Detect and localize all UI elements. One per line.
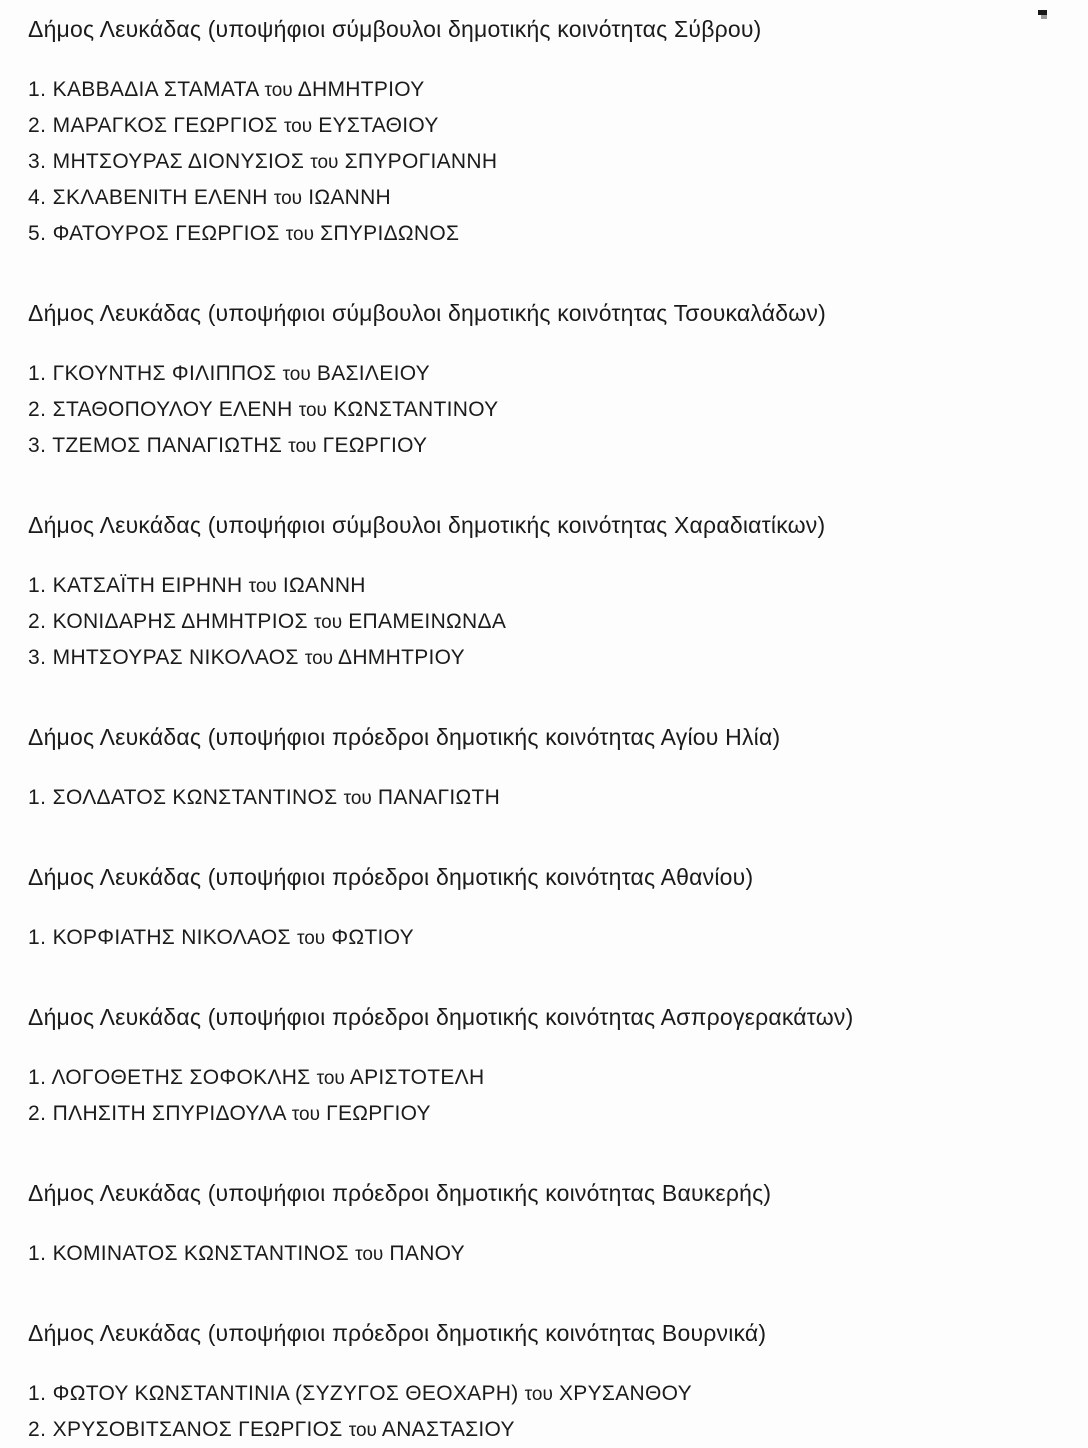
candidate-row xyxy=(28,356,1068,392)
candidate-father-name: ΠΑΝΟΥ xyxy=(389,1242,465,1265)
candidate-father-name: ΓΕΩΡΓΙΟΥ xyxy=(322,434,428,457)
candidate-number: 2. xyxy=(28,114,47,137)
candidate-name: ΚΟΡΦΙΑΤΗΣ ΝΙΚΟΛΑΟΣ xyxy=(52,926,291,949)
candidate-number: 4. xyxy=(28,186,47,209)
candidate-name: ΚΑΒΒΑΔΙΑ ΣΤΑΜΑΤΑ xyxy=(52,78,259,101)
candidate-number: 2. xyxy=(28,610,47,633)
candidate-connector: του xyxy=(524,1384,553,1405)
candidate-name: ΚΟΝΙΔΑΡΗΣ ΔΗΜΗΤΡΙΟΣ xyxy=(52,610,308,633)
section-header: Δήμος Λευκάδας (υποψήφιοι πρόεδροι δημοτικής κοινότητας Αγίου Ηλία) xyxy=(28,724,781,750)
candidate-name: ΣΟΛΔΑΤΟΣ ΚΩΝΣΤΑΝΤΙΝΟΣ xyxy=(52,786,338,809)
candidate-father-name: ΕΥΣΤΑΘΙΟΥ xyxy=(318,114,439,137)
candidate-number: 1. xyxy=(28,1382,47,1405)
candidate-connector: του xyxy=(288,436,317,457)
candidate-list xyxy=(28,1376,1068,1448)
candidate-name: ΧΡΥΣΟΒΙΤΣΑΝΟΣ ΓΕΩΡΓΙΟΣ xyxy=(52,1418,343,1441)
candidate-list xyxy=(28,780,1068,816)
candidate-row xyxy=(28,920,1068,956)
candidate-section xyxy=(28,510,1068,676)
candidate-list xyxy=(28,1236,1068,1272)
candidate-number: 1. xyxy=(28,1066,47,1089)
candidate-name: ΤΖΕΜΟΣ ΠΑΝΑΓΙΩΤΗΣ xyxy=(52,434,283,457)
candidate-row xyxy=(28,780,1068,816)
candidate-row xyxy=(28,1376,1068,1412)
candidate-row xyxy=(28,144,1068,180)
candidate-connector: του xyxy=(264,80,293,101)
candidate-father-name: ΔΗΜΗΤΡΙΟΥ xyxy=(338,646,465,669)
candidate-row xyxy=(28,72,1068,108)
candidate-number: 2. xyxy=(28,1418,47,1441)
candidate-row xyxy=(28,640,1068,676)
candidate-connector: του xyxy=(355,1244,384,1265)
candidate-father-name: ΚΩΝΣΤΑΝΤΙΝΟΥ xyxy=(333,398,499,421)
section-header: Δήμος Λευκάδας (υποψήφιοι πρόεδροι δημοτικής κοινότητας Ασπρογερακάτων) xyxy=(28,1004,854,1030)
candidate-name: ΣΚΛΑΒΕΝΙΤΗ ΕΛΕΝΗ xyxy=(52,186,268,209)
candidate-list xyxy=(28,920,1068,956)
candidate-row xyxy=(28,1096,1068,1132)
candidate-section xyxy=(28,1318,1068,1448)
candidate-number: 3. xyxy=(28,434,47,457)
candidate-number: 2. xyxy=(28,1102,47,1125)
candidate-connector: του xyxy=(291,1104,320,1125)
candidate-name: ΜΑΡΑΓΚΟΣ ΓΕΩΡΓΙΟΣ xyxy=(52,114,278,137)
candidate-connector: του xyxy=(296,928,326,949)
candidate-connector: του xyxy=(273,188,303,209)
candidate-name: ΦΑΤΟΥΡΟΣ ΓΕΩΡΓΙΟΣ xyxy=(52,222,280,245)
candidate-name: ΓΚΟΥΝΤΗΣ ΦΙΛΙΠΠΟΣ xyxy=(52,362,277,385)
candidate-row xyxy=(28,1412,1068,1448)
candidate-number: 1. xyxy=(28,78,47,101)
candidate-number: 3. xyxy=(28,646,47,669)
candidate-connector: του xyxy=(348,1420,377,1441)
candidate-row xyxy=(28,108,1068,144)
candidate-section xyxy=(28,14,1068,252)
candidate-connector: του xyxy=(248,576,277,597)
candidate-section xyxy=(28,722,1068,816)
candidate-connector: του xyxy=(282,364,311,385)
candidate-name: ΚΟΜΙΝΑΤΟΣ ΚΩΝΣΤΑΝΤΙΝΟΣ xyxy=(52,1242,349,1265)
section-header: Δήμος Λευκάδας (υποψήφιοι πρόεδροι δημοτικής κοινότητας Αθανίου) xyxy=(28,864,754,890)
candidate-section xyxy=(28,1178,1068,1272)
candidate-row xyxy=(28,216,1068,252)
candidate-connector: του xyxy=(285,224,314,245)
candidate-father-name: ΠΑΝΑΓΙΩΤΗ xyxy=(377,786,501,809)
candidate-number: 5. xyxy=(28,222,47,245)
candidate-number: 1. xyxy=(28,1242,47,1265)
scan-artifact xyxy=(1038,10,1047,15)
candidate-connector: του xyxy=(313,612,343,633)
candidate-name: ΜΗΤΣΟΥΡΑΣ ΝΙΚΟΛΑΟΣ xyxy=(52,646,299,669)
candidate-father-name: ΑΝΑΣΤΑΣΙΟΥ xyxy=(381,1418,515,1441)
section-header: Δήμος Λευκάδας (υποψήφιοι πρόεδροι δημοτικής κοινότητας Βαυκερής) xyxy=(28,1180,772,1206)
section-header: Δήμος Λευκάδας (υποψήφιοι σύμβουλοι δημοτικής κοινότητας Τσουκαλάδων) xyxy=(28,300,826,326)
candidate-father-name: ΑΡΙΣΤΟΤΕΛΗ xyxy=(349,1066,485,1089)
candidate-section xyxy=(28,862,1068,956)
candidate-father-name: ΧΡΥΣΑΝΘΟΥ xyxy=(559,1382,692,1405)
candidate-row xyxy=(28,568,1068,604)
candidate-connector: του xyxy=(316,1068,345,1089)
candidate-number: 1. xyxy=(28,574,47,597)
candidate-name: ΦΩΤΟΥ ΚΩΝΣΤΑΝΤΙΝΙΑ (ΣΥΖΥΓΟΣ ΘΕΟΧΑΡΗ) xyxy=(52,1382,519,1405)
candidate-row xyxy=(28,392,1068,428)
candidate-connector: του xyxy=(310,152,339,173)
candidate-number: 2. xyxy=(28,398,47,421)
candidate-name: ΠΛΗΣΙΤΗ ΣΠΥΡΙΔΟΥΛΑ xyxy=(52,1102,286,1125)
candidate-row xyxy=(28,428,1068,464)
candidate-name: ΚΑΤΣΑΪΤΗ ΕΙΡΗΝΗ xyxy=(52,574,243,597)
candidate-list xyxy=(28,72,1068,252)
candidate-father-name: ΣΠΥΡΙΔΩΝΟΣ xyxy=(320,222,460,245)
candidate-connector: του xyxy=(304,648,334,669)
candidate-father-name: ΙΩΑΝΝΗ xyxy=(282,574,366,597)
section-header: Δήμος Λευκάδας (υποψήφιοι πρόεδροι δημοτικής κοινότητας Βουρνικά) xyxy=(28,1320,767,1346)
candidate-number: 3. xyxy=(28,150,47,173)
candidate-row xyxy=(28,1060,1068,1096)
candidate-list xyxy=(28,356,1068,464)
candidate-connector: του xyxy=(283,116,313,137)
candidate-name: ΛΟΓΟΘΕΤΗΣ ΣΟΦΟΚΛΗΣ xyxy=(51,1066,311,1089)
candidate-father-name: ΓΕΩΡΓΙΟΥ xyxy=(326,1102,431,1125)
candidate-row xyxy=(28,1236,1068,1272)
candidate-list xyxy=(28,1060,1068,1132)
candidate-list xyxy=(28,568,1068,676)
candidate-connector: του xyxy=(298,400,327,421)
candidate-father-name: ΔΗΜΗΤΡΙΟΥ xyxy=(297,78,425,101)
candidate-father-name: ΕΠΑΜΕΙΝΩΝΔΑ xyxy=(348,610,507,633)
candidate-name: ΣΤΑΘΟΠΟΥΛΟΥ ΕΛΕΝΗ xyxy=(52,398,293,421)
candidate-father-name: ΒΑΣΙΛΕΙΟΥ xyxy=(316,362,430,385)
candidate-row xyxy=(28,180,1068,216)
candidate-section xyxy=(28,1002,1068,1132)
candidate-number: 1. xyxy=(28,926,47,949)
candidate-father-name: ΦΩΤΙΟΥ xyxy=(331,926,414,949)
candidate-row xyxy=(28,604,1068,640)
candidate-section xyxy=(28,298,1068,464)
candidate-number: 1. xyxy=(28,786,47,809)
section-header: Δήμος Λευκάδας (υποψήφιοι σύμβουλοι δημοτικής κοινότητας Χαραδιατίκων) xyxy=(28,512,826,538)
candidate-father-name: ΣΠΥΡΟΓΙΑΝΝΗ xyxy=(344,150,498,173)
candidate-connector: του xyxy=(343,788,372,809)
section-header: Δήμος Λευκάδας (υποψήφιοι σύμβουλοι δημοτικής κοινότητας Σύβρου) xyxy=(28,16,762,42)
candidate-name: ΜΗΤΣΟΥΡΑΣ ΔΙΟΝΥΣΙΟΣ xyxy=(52,150,305,173)
candidate-number: 1. xyxy=(28,362,47,385)
candidate-father-name: ΙΩΑΝΝΗ xyxy=(308,186,392,209)
